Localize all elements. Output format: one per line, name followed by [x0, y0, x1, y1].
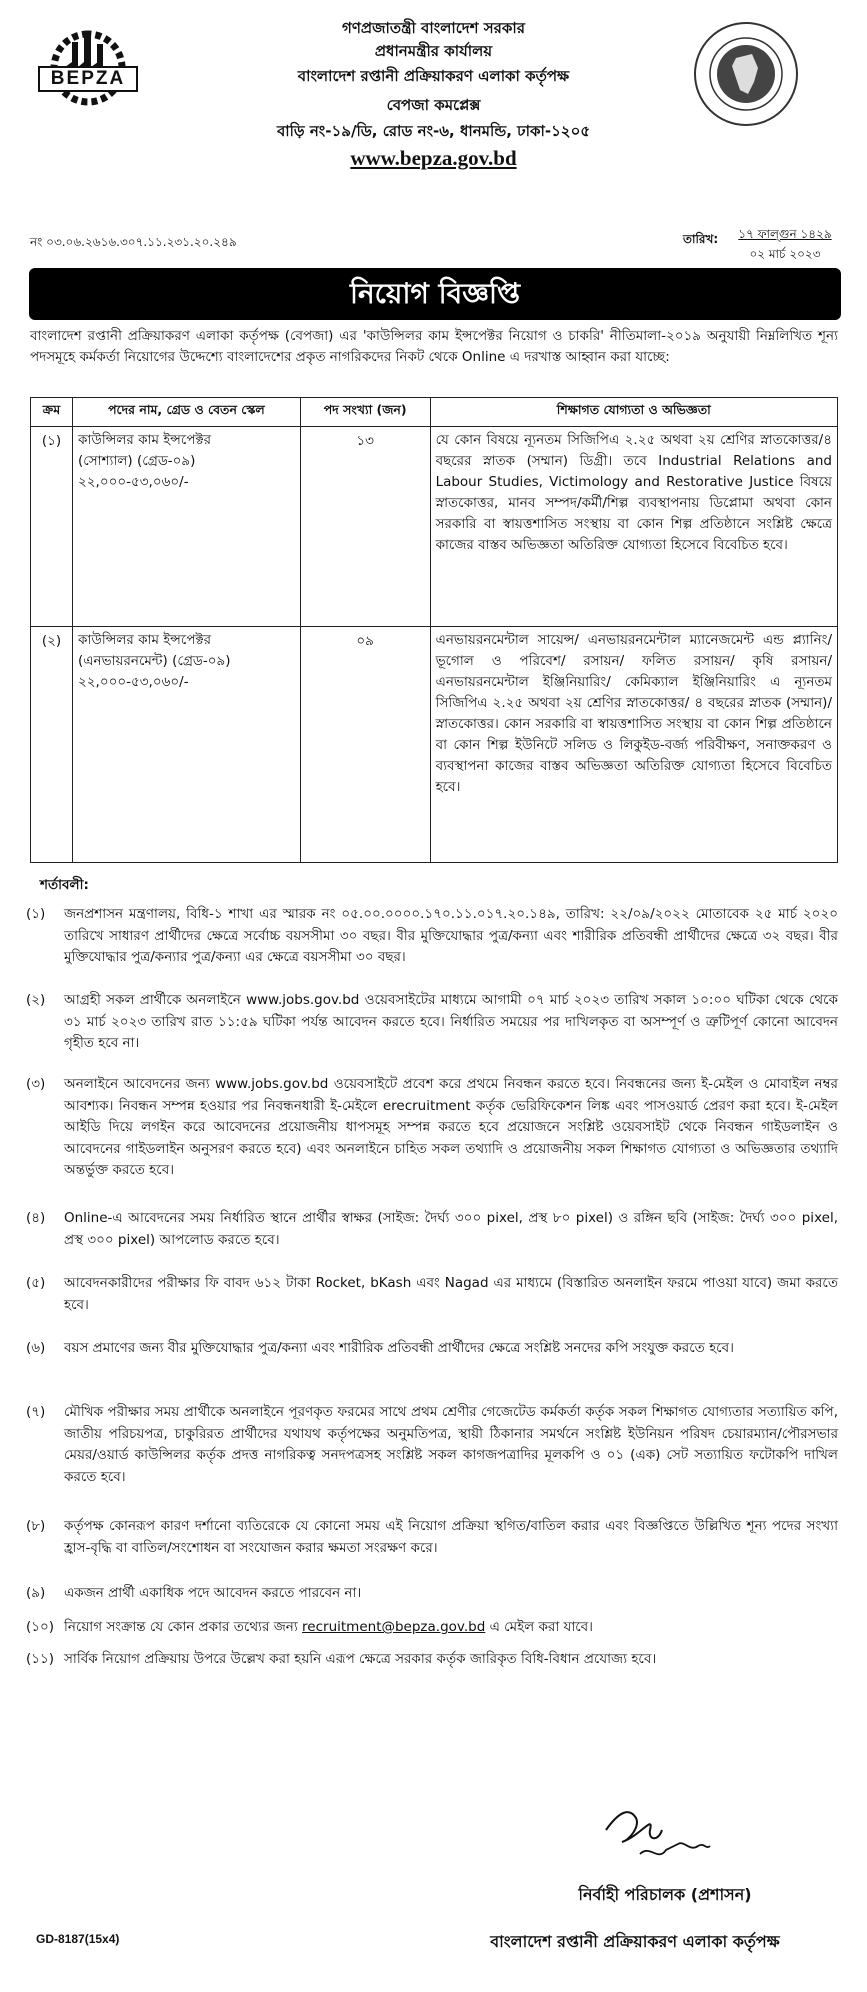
table-row	[31, 627, 838, 863]
signatory-designation: নির্বাহী পরিচালক (প্রশাসন)	[578, 1885, 752, 1904]
posts-table	[30, 397, 838, 863]
row-post	[72, 627, 300, 863]
logo-wordmark: BEPZA	[38, 66, 138, 92]
post-scale: ২২,০০০-৫৩,০৬০/-	[77, 674, 189, 690]
condition-text: জনপ্রশাসন মন্ত্রণালয়, বিধি-১ শাখা এর স্মারক নং ০৫.০০.০০০০.১৭০.১১.০১৭.২০.১৪৯, তারিখ: ২২/০৯/২০২২ মোতাবেক ২৫ মার্চ ২০২০ তারিখে সাধারণ প্রার্থীদের ক্ষেত্রে সর্বোচ্চ বয়সসীমা ৩০ বছর। বীর মুক্তিযোদ্ধার পুত্র/কন্যা এবং শারীরিক প্রতিবন্ধী প্রার্থীদের ক্ষেত্রে ৩২ বছর। বীর মুক্তিযোদ্ধার পুত্র/কন্যার পুত্র/কন্যা এর ক্ষেত্রে বয়সসীমা ৩০ বছর।	[64, 906, 838, 965]
post-scale: ২২,০০০-৫৩,০৬০/-	[77, 474, 189, 490]
condition-number: (৬)	[26, 1340, 46, 1356]
condition-number: (৭)	[26, 1404, 46, 1420]
row-count: ১৩	[300, 427, 430, 627]
condition-text: মৌখিক পরীক্ষার সময় প্রার্থীকে অনলাইনে পূরণকৃত ফরমের সাথে প্রথম শ্রেণীর গেজেটেড কর্মকর্তা কর্তৃক সকল শিক্ষাগত যোগ্যতার সত্যায়িত কপি, জাতীয় পরিচয়পত্র, চাকুরিরত প্রার্থীদের যথাযথ কর্তৃপক্ষের অনুমতিপত্র, স্থায়ী ঠিকানার সমর্থনে সংশ্লিষ্ট ইউনিয়ন পরিষদ চেয়ারম্যান/পৌরসভার মেয়র/ওয়ার্ড কাউন্সিলর কর্তৃক প্রদত্ত নাগরিকত্ব সনদপত্রসহ সংশ্লিষ্ট সকল কাগজপত্রাদির মূলকপি ও ০১ (এক) সেট সত্যায়িত ফটোকপি দাখিল করতে হবে।	[64, 1404, 838, 1485]
row-qualification: এনভায়রনমেন্টাল সায়েন্স/ এনভায়রনমেন্টাল ম্যানেজমেন্ট এন্ড প্ল্যানিং/ ভূগোল ও পরিবেশ/ রসায়ন/ ফলিত রসায়ন/ কৃষি রসায়ন/ এনভায়রনমেন্টাল ইঞ্জিনিয়ারিং/ কেমিক্যাল ইঞ্জিনিয়ারিং এ ন্যূনতম সিজিপিএ ২.২৫ অথবা ২য় শ্রেণির স্নাতকোত্তর/ ৪ বছরের স্নাতক (সম্মান)/স্নাতকোত্তর। কোন সরকারি বা স্বায়ত্তশাসিত সংস্থায় বা কোন শিল্প প্রতিষ্ঠানে বা কোন শিল্প ইউনিটে সলিড ও লিকুইড-বর্জ্য পরিবীক্ষণ, সনাক্তকরণ ও ব্যবস্থাপনা কাজের বাস্তব অভিজ্ঞতা অতিরিক্ত যোগ্যতা হিসেবে বিবেচিত হবে।	[430, 627, 837, 863]
header-qualification: শিক্ষাগত যোগ্যতা ও অভিজ্ঞতা	[430, 398, 837, 427]
header-serial: ক্রম	[31, 398, 73, 427]
date-english: ০২ মার্চ ২০২৩	[749, 247, 821, 261]
condition-number: (৮)	[26, 1518, 46, 1534]
date-box	[732, 224, 838, 264]
row-qualification: যে কোন বিষয়ে ন্যূনতম সিজিপিএ ২.২৫ অথবা ২য় শ্রেণির স্নাতকোত্তর/৪ বছরের স্নাতক (সম্মান) ডিগ্রী। তবে Industrial Relations and Labour Studies, Victimology and Restorative Justice বিষয়ে স্নাতকোত্তর, মানব সম্পদ/কর্মী/শিল্প ব্যবস্থাপনায় ডিপ্লোমা অথবা কোন সরকারি বা স্বায়ত্তশাসিত সংস্থায় বা কোন শিল্প প্রতিষ্ঠানে সংশ্লিষ্ট ক্ষেত্রে কাজের বাস্তব অভিজ্ঞতা অতিরিক্ত যোগ্যতা হিসেবে বিবেচিত হবে।	[430, 427, 837, 627]
condition-number: (৫)	[26, 1275, 46, 1291]
condition-number: (১১)	[26, 1651, 55, 1667]
header-ministry: প্রধানমন্ত্রীর কার্যালয়	[374, 42, 493, 60]
condition-text	[64, 1617, 838, 1639]
header-post: পদের নাম, গ্রেড ও বেতন স্কেল	[72, 398, 300, 427]
condition-number: (১০)	[26, 1619, 55, 1635]
date-label: তারিখ:	[683, 232, 719, 246]
condition-number: (১)	[26, 906, 46, 922]
condition-number: (৪)	[26, 1210, 46, 1226]
condition-text: কর্তৃপক্ষ কোনরূপ কারণ দর্শানো ব্যতিরেকে যে কোনো সময় এই নিয়োগ প্রক্রিয়া স্থগিত/বাতিল করার এবং বিজ্ঞপ্তিতে উল্লিখিত শূন্য পদের সংখ্যা হ্রাস-বৃদ্ধি বা বাতিল/সংশোধন বা সংযোজন করার ক্ষমতা সংরক্ষণ করে।	[64, 1518, 838, 1556]
post-grade: (সোশ্যাল) (গ্রেড-০৯)	[77, 453, 196, 469]
header-complex: বেপজা কমপ্লেক্স	[386, 96, 481, 114]
header-address: বাড়ি নং-১৯/ডি, রোড নং-৬, ধানমন্ডি, ঢাকা-১২০৫	[276, 122, 591, 140]
gd-code: GD-8187(15x4)	[36, 1932, 120, 1946]
condition-text: আবেদনকারীদের পরীক্ষার ফি বাবদ ৬১২ টাকা Rocket, bKash এবং Nagad এর মাধ্যমে (বিস্তারিত অনলাইন ফরমে পাওয়া যাবে) জমা করতে হবে।	[64, 1275, 838, 1313]
header-website[interactable]: www.bepza.gov.bd	[350, 146, 517, 170]
condition-number: (৩)	[26, 1076, 46, 1092]
condition-text: সার্বিক নিয়োগ প্রক্রিয়ায় উপরে উল্লেখ করা হয়নি এরূপ ক্ষেত্রে সরকার কর্তৃক জারিকৃত বিধি-বিধান প্রযোজ্য হবে।	[64, 1651, 657, 1667]
header-count: পদ সংখ্যা (জন)	[300, 398, 430, 427]
row-serial: (১)	[31, 427, 73, 627]
post-grade: (এনভায়রনমেন্ট) (গ্রেড-০৯)	[77, 653, 231, 669]
row-count: ০৯	[300, 627, 430, 863]
post-name: কাউন্সিলর কাম ইন্সপেক্টর	[77, 632, 212, 648]
row-serial: (২)	[31, 627, 73, 863]
table-row	[31, 427, 838, 627]
condition-number: (২)	[26, 992, 46, 1008]
notice-title: নিয়োগ বিজ্ঞপ্তি	[29, 268, 841, 320]
table-header-row	[31, 398, 838, 427]
condition-text: Online-এ আবেদনের সময় নির্ধারিত স্থানে প্রার্থীর স্বাক্ষর (সাইজ: দৈর্ঘ্য ৩০০ pixel, প্রস্থ ৮০ pixel) ও রঙ্গিন ছবি (সাইজ: দৈর্ঘ্য ৩০০ pixel, প্রস্থ ৩০০ pixel) আপলোড করতে হবে।	[64, 1210, 838, 1248]
condition-text: একজন প্রার্থী একাধিক পদে আবেদন করতে পারবেন না।	[64, 1585, 362, 1601]
condition-text: আগ্রহী সকল প্রার্থীকে অনলাইনে www.jobs.gov.bd ওয়েবসাইটের মাধ্যমে আগামী ০৭ মার্চ ২০২৩ তারিখ সকাল ১০:০০ ঘটিকা থেকে থেকে ৩১ মার্চ ২০২৩ তারিখ রাত ১১:৫৯ ঘটিকা পর্যন্ত আবেদন করতে হবে। নির্ধারিত সময়ের পর দাখিলকৃত বা অসম্পূর্ণ ও ত্রুটিপূর্ণ কোনো আবেদন গৃহীত হবে না।	[64, 992, 838, 1051]
date-bangla: ১৭ ফাল্গুন ১৪২৯	[738, 227, 832, 241]
recruitment-email-link[interactable]: recruitment@bepza.gov.bd	[302, 1619, 486, 1635]
intro-paragraph: বাংলাদেশ রপ্তানী প্রক্রিয়াকরণ এলাকা কর্তৃপক্ষ (বেপজা) এর 'কাউন্সিলর কাম ইন্সপেক্টর নিয়োগ ও চাকরি' নীতিমালা-২০১৯ অনুযায়ী নিম্নলিখিত শূন্য পদসমূহে কর্মকর্তা নিয়োগের উদ্দেশ্যে বাংলাদেশের প্রকৃত নাগরিকদের নিকট থেকে Online এ দরখাস্ত আহ্বান করা যাচ্ছে:	[30, 328, 838, 365]
header-authority: বাংলাদেশ রপ্তানী প্রক্রিয়াকরণ এলাকা কর্তৃপক্ষ	[297, 67, 570, 85]
handwritten-signature	[600, 1800, 712, 1868]
condition-text: বয়স প্রমাণের জন্য বীর মুক্তিযোদ্ধার পুত্র/কন্যা এবং শারীরিক প্রতিবন্ধী প্রার্থীদের ক্ষেত্রে সংশ্লিষ্ট সনদের কপি সংযুক্ত করতে হবে।	[64, 1340, 734, 1356]
post-name: কাউন্সিলর কাম ইন্সপেক্টর	[77, 432, 212, 448]
condition-text-before: নিয়োগ সংক্রান্ত যে কোন প্রকার তথ্যের জন্য	[64, 1619, 303, 1635]
header-government: গণপ্রজাতন্ত্রী বাংলাদেশ সরকার	[342, 19, 525, 37]
condition-number: (৯)	[26, 1585, 46, 1601]
memo-number: নং ০৩.০৬.২৬১৬.৩০৭.১১.২৩১.২০.২৪৯	[30, 235, 237, 249]
signature-icon	[600, 1800, 712, 1868]
row-post	[72, 427, 300, 627]
condition-text-after: এ মেইল করা যাবে।	[485, 1619, 594, 1635]
signatory-office: বাংলাদেশ রপ্তানী প্রক্রিয়াকরণ এলাকা কর্তৃপক্ষ	[490, 1932, 780, 1951]
conditions-heading: শর্তাবলী:	[40, 877, 89, 893]
condition-text: অনলাইনে আবেদনের জন্য www.jobs.gov.bd ওয়েবসাইটে প্রবেশ করে প্রথমে নিবন্ধন করতে হবে। নিবন্ধনের জন্য ই-মেইল ও মোবাইল নম্বর আবশ্যক। নিবন্ধন সম্পন্ন হওয়ার পর নিবন্ধনধারী ই-মেইলে erecruitment কর্তৃক ভেরিফিকেশন লিঙ্ক এবং পাসওয়ার্ড প্রেরণ করা হবে। ই-মেইল আইডি দিয়ে লগইন করে আবেদনের প্রয়োজনীয় ধাপসমূহ সম্পন্ন করতে হবে প্রয়োজনে সংশ্লিষ্ট ওয়েবসাইট থেকে নিবন্ধন গাইডলাইন ও আবেদনের গাইডলাইন অনুসরণ করতে হবে) এবং অনলাইনে চাহিত সকল তথ্যাদি ও প্রয়োজনীয় সকল শিক্ষাগত যোগ্যতা ও অভিজ্ঞতার তথ্যাদি অন্তর্ভুক্ত করতে হবে।	[64, 1076, 838, 1178]
